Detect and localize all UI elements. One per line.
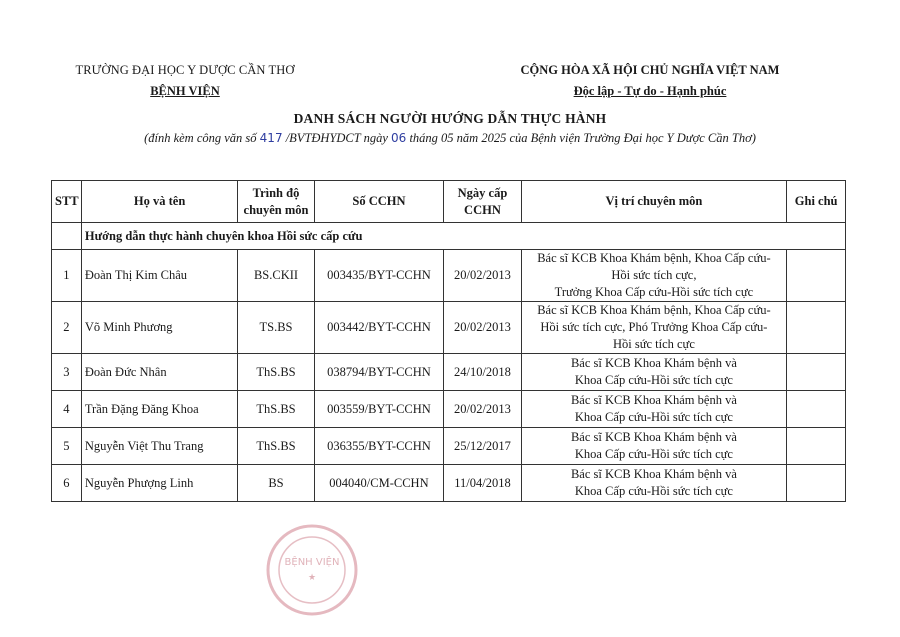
table-row	[52, 354, 846, 391]
row-date: 25/12/2017	[444, 428, 521, 465]
row-name: Võ Minh Phương	[81, 302, 238, 354]
row-position	[521, 428, 787, 465]
header-note: Ghi chú	[787, 181, 846, 223]
header-position: Vị trí chuyên môn	[521, 181, 787, 223]
row-date: 20/02/2013	[444, 302, 521, 354]
position-line: Bác sĩ KCB Khoa Khám bệnh, Khoa Cấp cứu-	[537, 303, 771, 317]
row-stt: 3	[52, 354, 82, 391]
section-row	[52, 223, 846, 250]
national-motto: Độc lập - Tự do - Hạnh phúc	[573, 84, 727, 98]
position-line: Bác sĩ KCB Khoa Khám bệnh và	[570, 467, 737, 481]
subtitle-part3: tháng 05 năm 2025 của Bệnh viện Trường Đại học Y Dược Cần Thơ)	[409, 131, 756, 145]
row-cchn: 036355/BYT-CCHN	[314, 428, 444, 465]
row-cchn: 004040/CM-CCHN	[314, 465, 444, 502]
row-cchn: 003559/BYT-CCHN	[314, 391, 444, 428]
hospital-name: BỆNH VIỆN	[150, 84, 220, 98]
row-degree: BS.CKII	[238, 250, 314, 302]
subtitle-part1: (đính kèm công văn số	[144, 131, 257, 145]
row-date: 24/10/2018	[444, 354, 521, 391]
handwritten-doc-number: 417	[259, 131, 283, 145]
position-line: Hồi sức tích cực	[612, 337, 695, 351]
row-note	[787, 465, 846, 502]
document-subtitle	[0, 131, 900, 146]
table-header-row	[52, 181, 846, 223]
row-position	[521, 302, 787, 354]
row-stt: 1	[52, 250, 82, 302]
table-row	[52, 250, 846, 302]
position-line: Bác sĩ KCB Khoa Khám bệnh, Khoa Cấp cứu-	[537, 251, 771, 265]
row-degree: ThS.BS	[238, 428, 314, 465]
section-title: Hướng dẫn thực hành chuyên khoa Hồi sức cấp cứu	[81, 223, 845, 250]
organization-header	[60, 60, 310, 102]
handwritten-day: 06	[391, 131, 407, 145]
row-cchn: 003435/BYT-CCHN	[314, 250, 444, 302]
subtitle-part2: /BVTĐHYDCT ngày	[285, 131, 388, 145]
header-cchn: Số CCHN	[314, 181, 444, 223]
table-row	[52, 302, 846, 354]
position-line: Khoa Cấp cứu-Hồi sức tích cực	[574, 484, 733, 498]
row-note	[787, 302, 846, 354]
row-date: 11/04/2018	[444, 465, 521, 502]
position-line: Hồi sức tích cực, Phó Trưởng Khoa Cấp cứu-	[540, 320, 768, 334]
row-name: Nguyễn Phượng Linh	[81, 465, 238, 502]
table-row	[52, 428, 846, 465]
row-degree: TS.BS	[238, 302, 314, 354]
row-stt: 5	[52, 428, 82, 465]
row-cchn: 038794/BYT-CCHN	[314, 354, 444, 391]
table-row	[52, 465, 846, 502]
row-degree: BS	[238, 465, 314, 502]
row-date: 20/02/2013	[444, 391, 521, 428]
instructor-table	[51, 180, 846, 502]
section-spacer	[52, 223, 82, 250]
svg-text:★: ★	[307, 573, 317, 583]
row-degree: ThS.BS	[238, 354, 314, 391]
row-cchn: 003442/BYT-CCHN	[314, 302, 444, 354]
row-note	[787, 428, 846, 465]
svg-text:BỆNH VIỆN: BỆNH VIỆN	[284, 557, 340, 568]
row-stt: 2	[52, 302, 82, 354]
position-line: Bác sĩ KCB Khoa Khám bệnh và	[570, 393, 737, 407]
row-note	[787, 391, 846, 428]
position-line: Khoa Cấp cứu-Hồi sức tích cực	[574, 447, 733, 461]
header-stt: STT	[52, 181, 82, 223]
position-line: Bác sĩ KCB Khoa Khám bệnh và	[570, 356, 737, 370]
table-row	[52, 391, 846, 428]
hospital-seal	[262, 520, 362, 620]
row-position	[521, 391, 787, 428]
row-date: 20/02/2013	[444, 250, 521, 302]
country-name: CỘNG HÒA XÃ HỘI CHỦ NGHĨA VIỆT NAM	[520, 63, 780, 77]
row-name: Trần Đặng Đăng Khoa	[81, 391, 238, 428]
position-line: Bác sĩ KCB Khoa Khám bệnh và	[570, 430, 737, 444]
row-note	[787, 354, 846, 391]
document-title: DANH SÁCH NGƯỜI HƯỚNG DẪN THỰC HÀNH	[293, 111, 607, 126]
row-position	[521, 465, 787, 502]
row-stt: 4	[52, 391, 82, 428]
position-line: Khoa Cấp cứu-Hồi sức tích cực	[574, 410, 733, 424]
row-name: Đoàn Đức Nhân	[81, 354, 238, 391]
row-position	[521, 250, 787, 302]
row-name: Nguyễn Việt Thu Trang	[81, 428, 238, 465]
university-name: TRƯỜNG ĐẠI HỌC Y DƯỢC CẦN THƠ	[75, 63, 295, 77]
position-line: Hồi sức tích cực,	[611, 268, 697, 282]
row-name: Đoàn Thị Kim Châu	[81, 250, 238, 302]
row-position	[521, 354, 787, 391]
header-name: Họ và tên	[81, 181, 238, 223]
national-header	[490, 60, 810, 102]
row-stt: 6	[52, 465, 82, 502]
row-note	[787, 250, 846, 302]
header-date: Ngày cấp CCHN	[444, 181, 521, 223]
row-degree: ThS.BS	[238, 391, 314, 428]
position-line: Khoa Cấp cứu-Hồi sức tích cực	[574, 373, 733, 387]
header-degree: Trình độ chuyên môn	[238, 181, 314, 223]
position-line: Trưởng Khoa Cấp cứu-Hồi sức tích cực	[554, 285, 754, 299]
